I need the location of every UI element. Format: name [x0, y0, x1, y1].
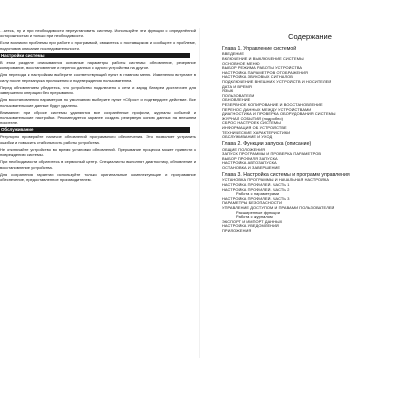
- toc-item: НАСТРОЙКА ПРОФИЛЕЙ. ЧАСТЬ 1: [222, 183, 290, 188]
- body-paragraph: Внимание: при сбросе системы удаляются все сохранённые профили, журналы событий и пользовательские настройки. Рекомендуется заранее создать резервную копию данных на внешнем носителе.: [0, 109, 196, 126]
- body-paragraph: Для сохранения гарантии используйте только оригинальные комплектующие и программное обеспечение, предоставленное производителем.: [0, 171, 196, 183]
- toc-item: НАСТРОЙКА АВТОЗАПУСКА: [222, 161, 277, 166]
- toc-item: Работа с параметрами: [236, 192, 280, 197]
- toc-item: ВЫБОР ПРОФИЛЯ ЗАПУСКА: [222, 156, 278, 161]
- contents-title: Содержание: [288, 32, 332, 41]
- toc-item: ПЕРЕНОС ДАННЫХ МЕЖДУ УСТРОЙСТВАМИ: [222, 107, 312, 112]
- toc-item: Расширенные функции: [236, 210, 280, 215]
- toc-chapter: Глава 3. Настройка системы и программ управления: [222, 172, 350, 179]
- toc-item: НАСТРОЙКА ПРОФИЛЕЙ. ЧАСТЬ 3: [222, 196, 290, 201]
- toc-chapter: Глава 1. Управление системой: [222, 46, 297, 52]
- toc-item: ОБНОВЛЕНИЕ: [222, 98, 251, 103]
- body-paragraph: Для перехода к настройкам выберите соответствующий пункт в главном меню. Изменения вступают в силу после перезапуска приложения и подтверждения пользователем.: [0, 72, 196, 83]
- body-paragraph: Если возникли проблемы при работе с программой, свяжитесь с поставщиком и сообщите о проблеме, подготовив описание последовательности.: [0, 40, 196, 51]
- section-heading: Обслуживание: [0, 127, 190, 133]
- section-heading: Настройки системы: [0, 53, 190, 59]
- toc-item: ИНФОРМАЦИЯ ОБ УСТРОЙСТВЕ: [222, 125, 287, 130]
- body-paragraph: При необходимости обратитесь в сервисный центр. Специалисты выполнят диагностику, обновление и восстановление устройства.: [0, 159, 196, 170]
- body-paragraph: Для восстановления параметров по умолчанию выберите пункт «Сброс» и подтвердите действие. Все пользовательские данные будут удалены.: [0, 97, 196, 108]
- right-page: [200, 28, 400, 358]
- toc-item: ЖУРНАЛ СОБЫТИЙ (подробно): [222, 116, 284, 121]
- toc-item: ВКЛЮЧЕНИЕ И ВЫКЛЮЧЕНИЕ СИСТЕМЫ: [222, 57, 304, 61]
- toc-item: ДИАГНОСТИКА И ПРОВЕРКА ОБОРУДОВАНИЯ СИСТЕМЫ: [222, 112, 336, 117]
- toc-item: ЯЗЫК: [222, 89, 234, 94]
- toc-chapter: Глава 2. Функции запуска (описание): [222, 141, 312, 148]
- toc-item: УСТАНОВКА ПРОГРАММЫ И НАЧАЛЬНАЯ НАСТРОЙКА: [222, 178, 330, 183]
- toc-item: Работа с журналом: [236, 215, 273, 220]
- body-paragraph: Не отключайте устройство во время установки обновлений. Прерывание процесса может привести к повреждению системы.: [0, 146, 196, 158]
- toc-item: ПОДКЛЮЧЕНИЕ ВНЕШНИХ УСТРОЙСТВ И НОСИТЕЛЕЙ: [222, 79, 332, 84]
- toc-item: ПРИЛОЖЕНИЯ: [222, 229, 252, 233]
- toc-item: ДАТА И ВРЕМЯ: [222, 84, 252, 89]
- toc-item: СБРОС НАСТРОЕК СИСТЕМЫ: [222, 121, 281, 126]
- left-page: [0, 28, 200, 358]
- body-paragraph: Регулярно проверяйте наличие обновлений программного обеспечения. Это позволяет устранить ошибки и повысить стабильность работы устройства.: [0, 134, 196, 145]
- toc-item: ЭКСПОРТ И ИМПОРТ ДАННЫХ: [222, 219, 283, 224]
- toc-item: ПАРАМЕТРЫ БЕЗОПАСНОСТИ: [222, 201, 283, 206]
- toc-item: ОБСЛУЖИВАНИЕ И УХОД: [222, 135, 273, 140]
- toc-item: ТЕХНИЧЕСКИЕ ХАРАКТЕРИСТИКИ: [222, 130, 291, 135]
- toc-item: УПРАВЛЕНИЕ ДОСТУПОМ И ПРАВАМИ ПОЛЬЗОВАТЕЛЕЙ: [222, 206, 335, 211]
- toc-item: ЗАПУСК ПРОГРАММЫ И ПРОВЕРКА ПАРАМЕТРОВ: [222, 152, 322, 157]
- toc-item: ОСНОВНОЕ МЕНЮ: [222, 61, 260, 66]
- toc-item: ОСТАНОВКА И ЗАВЕРШЕНИЕ: [222, 165, 281, 170]
- toc-item: ОБЩИЕ ПОЛОЖЕНИЯ: [222, 147, 266, 152]
- body-paragraph: Перед обновлением убедитесь, что устройство подключено к сети и заряд батареи достаточен для завершения операции без прерывания.: [0, 84, 196, 96]
- toc-item: РЕЗЕРВНОЕ КОПИРОВАНИЕ И ВОССТАНОВЛЕНИЕ: [222, 102, 323, 107]
- toc-item: НАСТРОЙКА ЗВУКОВЫХ СИГНАЛОВ: [222, 75, 293, 80]
- table-of-contents: [200, 46, 400, 234]
- toc-item: НАСТРОЙКА ПРОФИЛЕЙ. ЧАСТЬ 2: [222, 187, 290, 192]
- toc-item: ВЫБОР РЕЖИМА РАБОТЫ УСТРОЙСТВА: [222, 66, 303, 71]
- toc-item: НАСТРОЙКА УВЕДОМЛЕНИЙ: [222, 224, 279, 229]
- body-paragraph: …ьтесь, ну и при необходимости переустановить систему. Используйте эти функции с определённой осторожностью и только при необходимости.: [0, 28, 196, 39]
- toc-item: ПОЛЬЗОВАТЕЛИ: [222, 93, 255, 98]
- toc-item: НАСТРОЙКА ПАРАМЕТРОВ ОТОБРАЖЕНИЯ: [222, 70, 308, 75]
- toc-item: ВВЕДЕНИЕ: [222, 52, 245, 57]
- body-paragraph: В этом разделе описываются основные параметры работы системы: обновление, резервное копирование, восстановление и перенос данных с одного устройства на другое.: [0, 59, 196, 71]
